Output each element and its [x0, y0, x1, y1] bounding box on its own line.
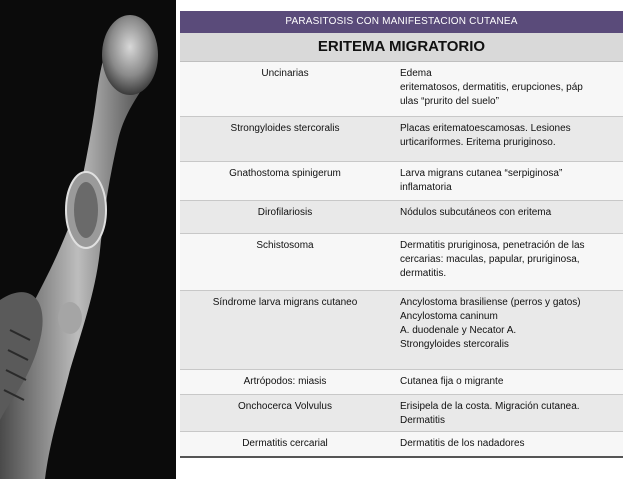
- table-bottom-border: [180, 456, 623, 458]
- table-row: [180, 117, 623, 162]
- row-manifestation: Edema eritematosos, dermatitis, erupciones, páp ulas “prurito del suelo”: [400, 68, 583, 107]
- table-subheader: ERITEMA MIGRATORIO: [180, 33, 623, 62]
- row-condition: Artrópodos: miasis: [243, 376, 327, 387]
- table-row: [180, 432, 623, 456]
- row-condition: Schistosoma: [256, 240, 314, 251]
- row-manifestation: Dermatitis de los nadadores: [400, 438, 525, 449]
- row-manifestation: Ancylostoma brasiliense (perros y gatos) Ancylostoma caninum A. duodenale y Necator A. Strongyloides stercoralis: [400, 297, 581, 350]
- table-row: [180, 291, 623, 370]
- row-manifestation: Larva migrans cutanea “serpiginosa” inflamatoria: [400, 168, 563, 193]
- row-condition: Gnathostoma spinigerum: [229, 168, 341, 179]
- row-condition: Dirofilariosis: [257, 207, 313, 218]
- row-manifestation: Dermatitis pruriginosa, penetración de las cercarias: maculas, papular, pruriginosa, dermatitis.: [400, 240, 585, 279]
- row-manifestation: Cutanea fija o migrante: [400, 376, 504, 387]
- row-condition: Uncinarias: [261, 68, 309, 79]
- row-manifestation: Erisipela de la costa. Migración cutanea. Dermatitis: [400, 401, 580, 426]
- row-condition: Dermatitis cercarial: [242, 438, 328, 449]
- table-row: [180, 162, 623, 201]
- parasite-micrograph: [0, 0, 176, 479]
- table-row: [180, 395, 623, 432]
- table-header: PARASITOSIS CON MANIFESTACION CUTANEA: [180, 11, 623, 33]
- table-row: [180, 201, 623, 234]
- table-row: [180, 234, 623, 291]
- row-condition: Strongyloides stercoralis: [230, 123, 340, 134]
- row-condition: Síndrome larva migrans cutaneo: [212, 297, 358, 308]
- row-condition: Onchocerca Volvulus: [238, 401, 332, 412]
- row-manifestation: Placas eritematoescamosas. Lesiones urticariformes. Eritema pruriginoso.: [400, 123, 571, 148]
- table-row: [180, 370, 623, 395]
- parasitosis-table: [180, 11, 623, 458]
- table-row: [180, 62, 623, 117]
- row-manifestation: Nódulos subcutáneos con eritema: [400, 207, 552, 218]
